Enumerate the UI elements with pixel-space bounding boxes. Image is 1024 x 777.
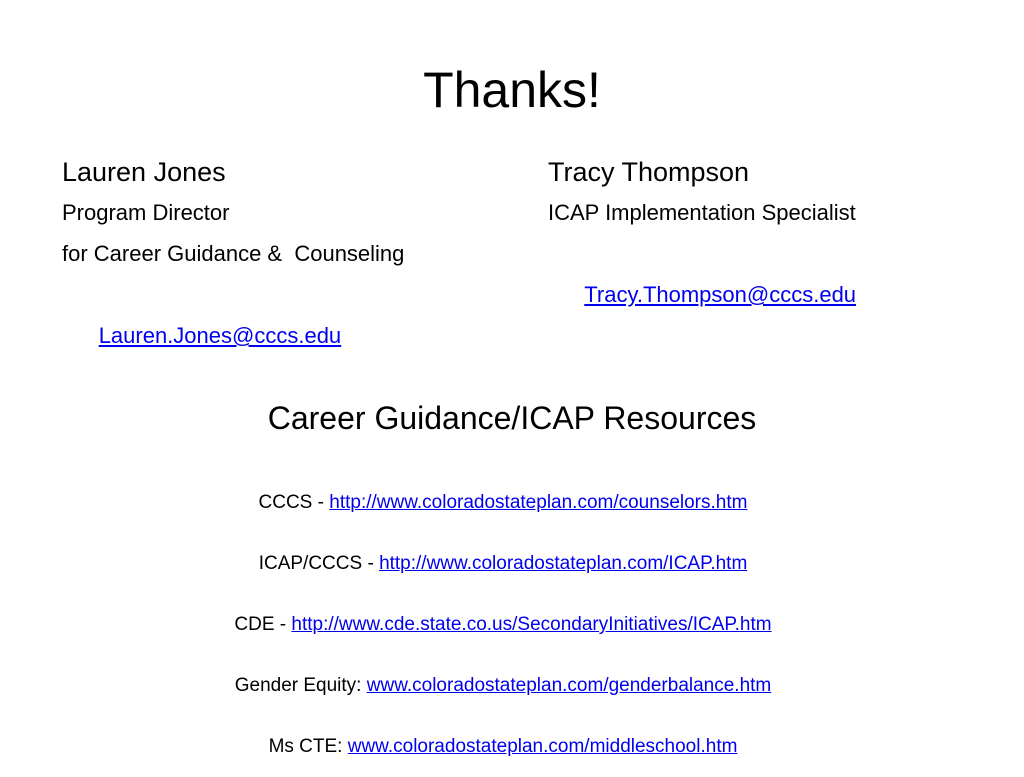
contact-email-row	[62, 274, 502, 348]
contact-name: Tracy Thompson	[548, 157, 750, 187]
resource-label: ICAP/CCCS -	[258, 553, 380, 574]
resources-list	[0, 472, 1006, 777]
contact-lauren-jones	[62, 152, 502, 348]
contact-role: ICAP Implementation Specialist	[548, 200, 856, 225]
resource-link[interactable]: http://www.coloradostateplan.com/counselors.htm	[329, 492, 748, 513]
resource-row-icap-cccs	[0, 533, 1006, 594]
resource-label: CCCS -	[258, 492, 330, 513]
resources-heading: Career Guidance/ICAP Resources	[267, 400, 757, 436]
resource-row-cde	[0, 594, 1006, 655]
resource-label: Ms CTE:	[268, 736, 348, 757]
resource-link[interactable]: www.coloradostateplan.com/genderbalance.htm	[366, 675, 772, 696]
slide-title: Thanks!	[423, 62, 601, 118]
resource-label: CDE -	[234, 614, 292, 635]
resource-row-gender-equity	[0, 655, 1006, 716]
resource-link[interactable]: http://www.coloradostateplan.com/ICAP.htm	[379, 553, 748, 574]
resource-row-cccs	[0, 472, 1006, 533]
contact-tracy-thompson	[548, 152, 988, 307]
contact-department: for Career Guidance & Counseling	[62, 241, 405, 266]
resource-link[interactable]: www.coloradostateplan.com/middleschool.htm	[347, 736, 738, 757]
contact-role: Program Director	[62, 200, 230, 225]
resource-label: Gender Equity:	[234, 675, 367, 696]
contact-email-row	[548, 233, 988, 307]
email-link-lauren[interactable]: Lauren.Jones@cccs.edu	[98, 323, 342, 348]
resource-link[interactable]: http://www.cde.state.co.us/SecondaryInitiatives/ICAP.htm	[291, 614, 772, 635]
email-link-tracy[interactable]: Tracy.Thompson@cccs.edu	[584, 282, 857, 307]
contact-name: Lauren Jones	[62, 157, 226, 187]
